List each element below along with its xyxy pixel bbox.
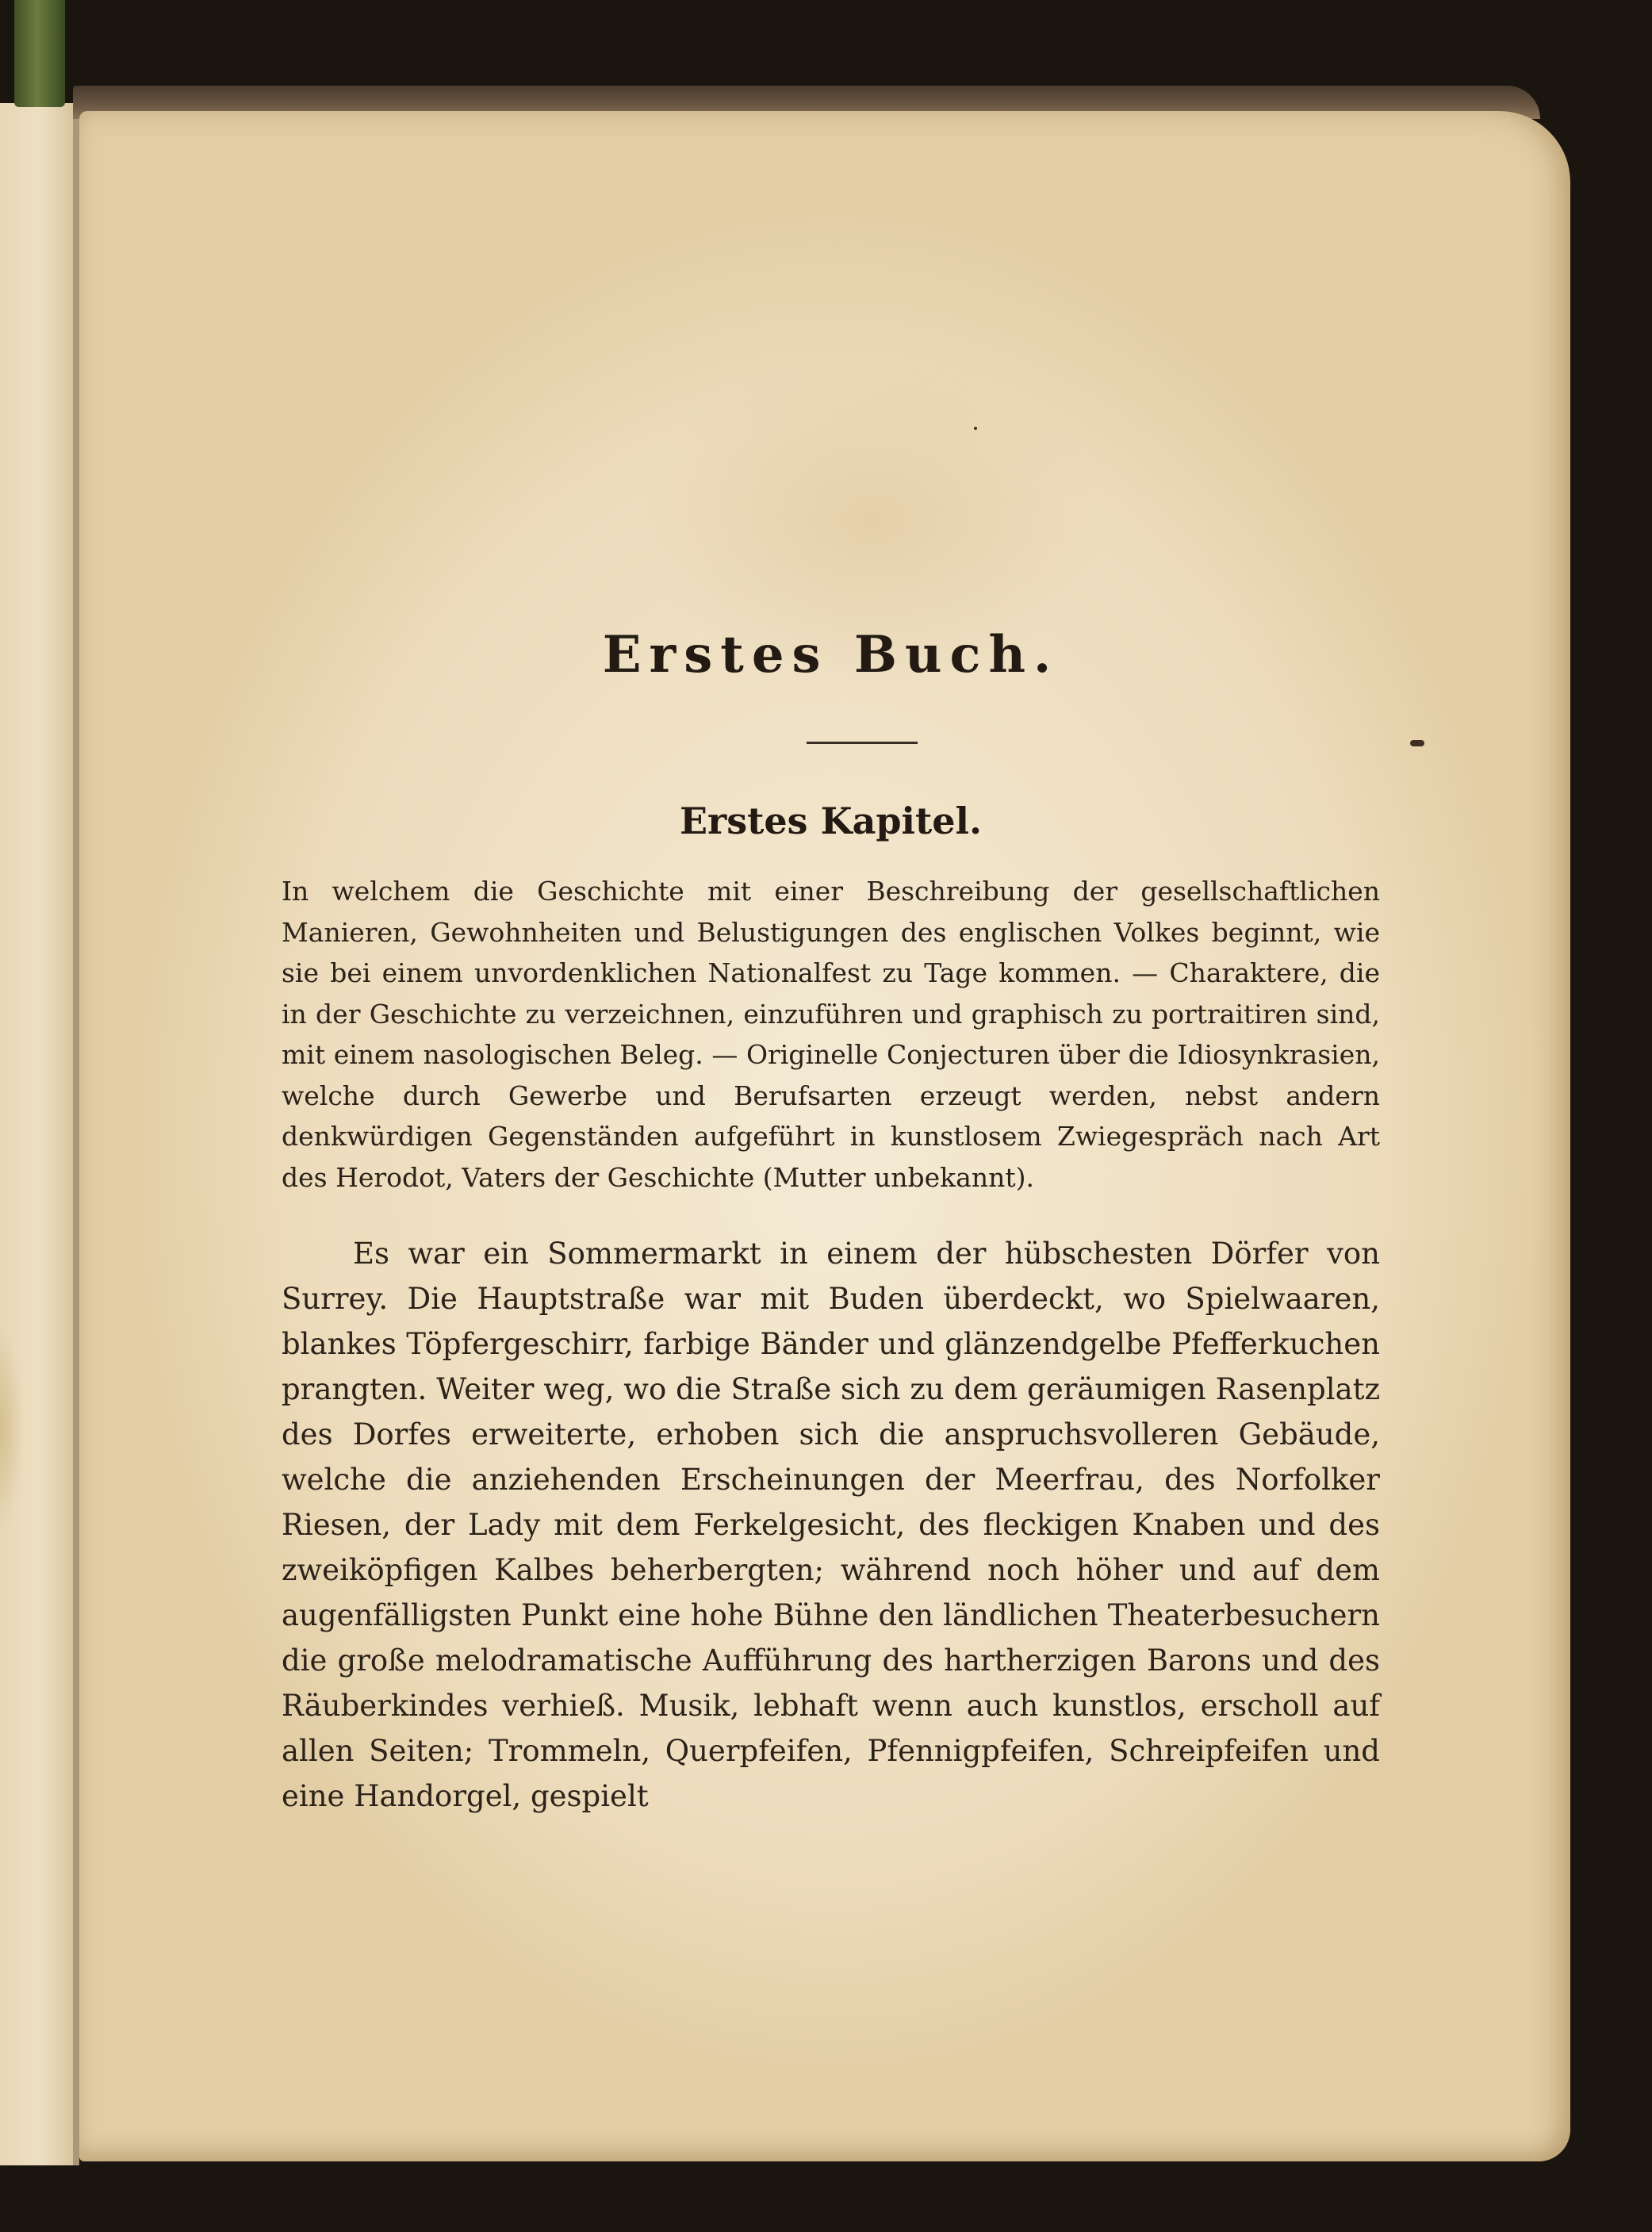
paper-stain	[0, 1325, 24, 1531]
chapter-summary: In welchem die Geschichte mit einer Beschreibung der gesellschaftlichen Manieren, Gewohnheiten und Belustigungen des englischen Volkes beginnt, wie sie bei einem unvordenklichen Nationalfest zu Tage kommen. — Charaktere, die in der Geschichte zu verzeichnen, einzuführen und graphisch zu portraitiren sind, mit einem nasologischen Beleg. — Originelle Conjecturen über die Idiosynkrasien, welche durch Gewerbe und Berufsarten erzeugt werden, nebst andern denkwürdigen Gegenständen aufgeführt in kunstlosem Zwiegespräch nach Art des Herodot, Vaters der Geschichte (Mutter unbekannt).	[282, 876, 1380, 1193]
book-title: Erstes Buch.	[602, 625, 1060, 685]
book-page	[79, 111, 1570, 2161]
facing-page-edge	[0, 103, 75, 2165]
bookmark-ribbon	[14, 0, 65, 107]
body-paragraph: Es war ein Sommermarkt in einem der hübschesten Dörfer von Surrey. Die Hauptstraße war mit Buden überdeckt, wo Spielwaaren, blankes Töpfergeschirr, farbige Bänder und glänzendgelbe Pfefferkuchen prangten. Weiter weg, wo die Straße sich zu dem geräumigen Rasenplatz des Dorfes erweiterte, erhoben sich die anspruchsvolleren Gebäude, welche die anziehenden Erscheinungen der Meerfrau, des Norfolker Riesen, der Lady mit dem Ferkelgesicht, des fleckigen Knaben und des zweiköpfigen Kalbes beherbergten; während noch höher und auf dem augenfälligsten Punkt eine hohe Bühne den ländlichen Theaterbesuchern die große melodramatische Aufführung des hartherzigen Barons und des Räuberkindes verhieß. Musik, lebhaft wenn auch kunstlos, erscholl auf allen Seiten; Trommeln, Querpfeifen, Pfennigpfeifen, Schreipfeifen und eine Handorgel, gespielt	[282, 1237, 1380, 1813]
title-divider	[807, 742, 918, 744]
ink-speck	[974, 427, 977, 430]
book-gutter	[73, 103, 79, 2165]
chapter-heading: Erstes Kapitel.	[679, 800, 983, 842]
ink-speck	[1410, 740, 1424, 746]
